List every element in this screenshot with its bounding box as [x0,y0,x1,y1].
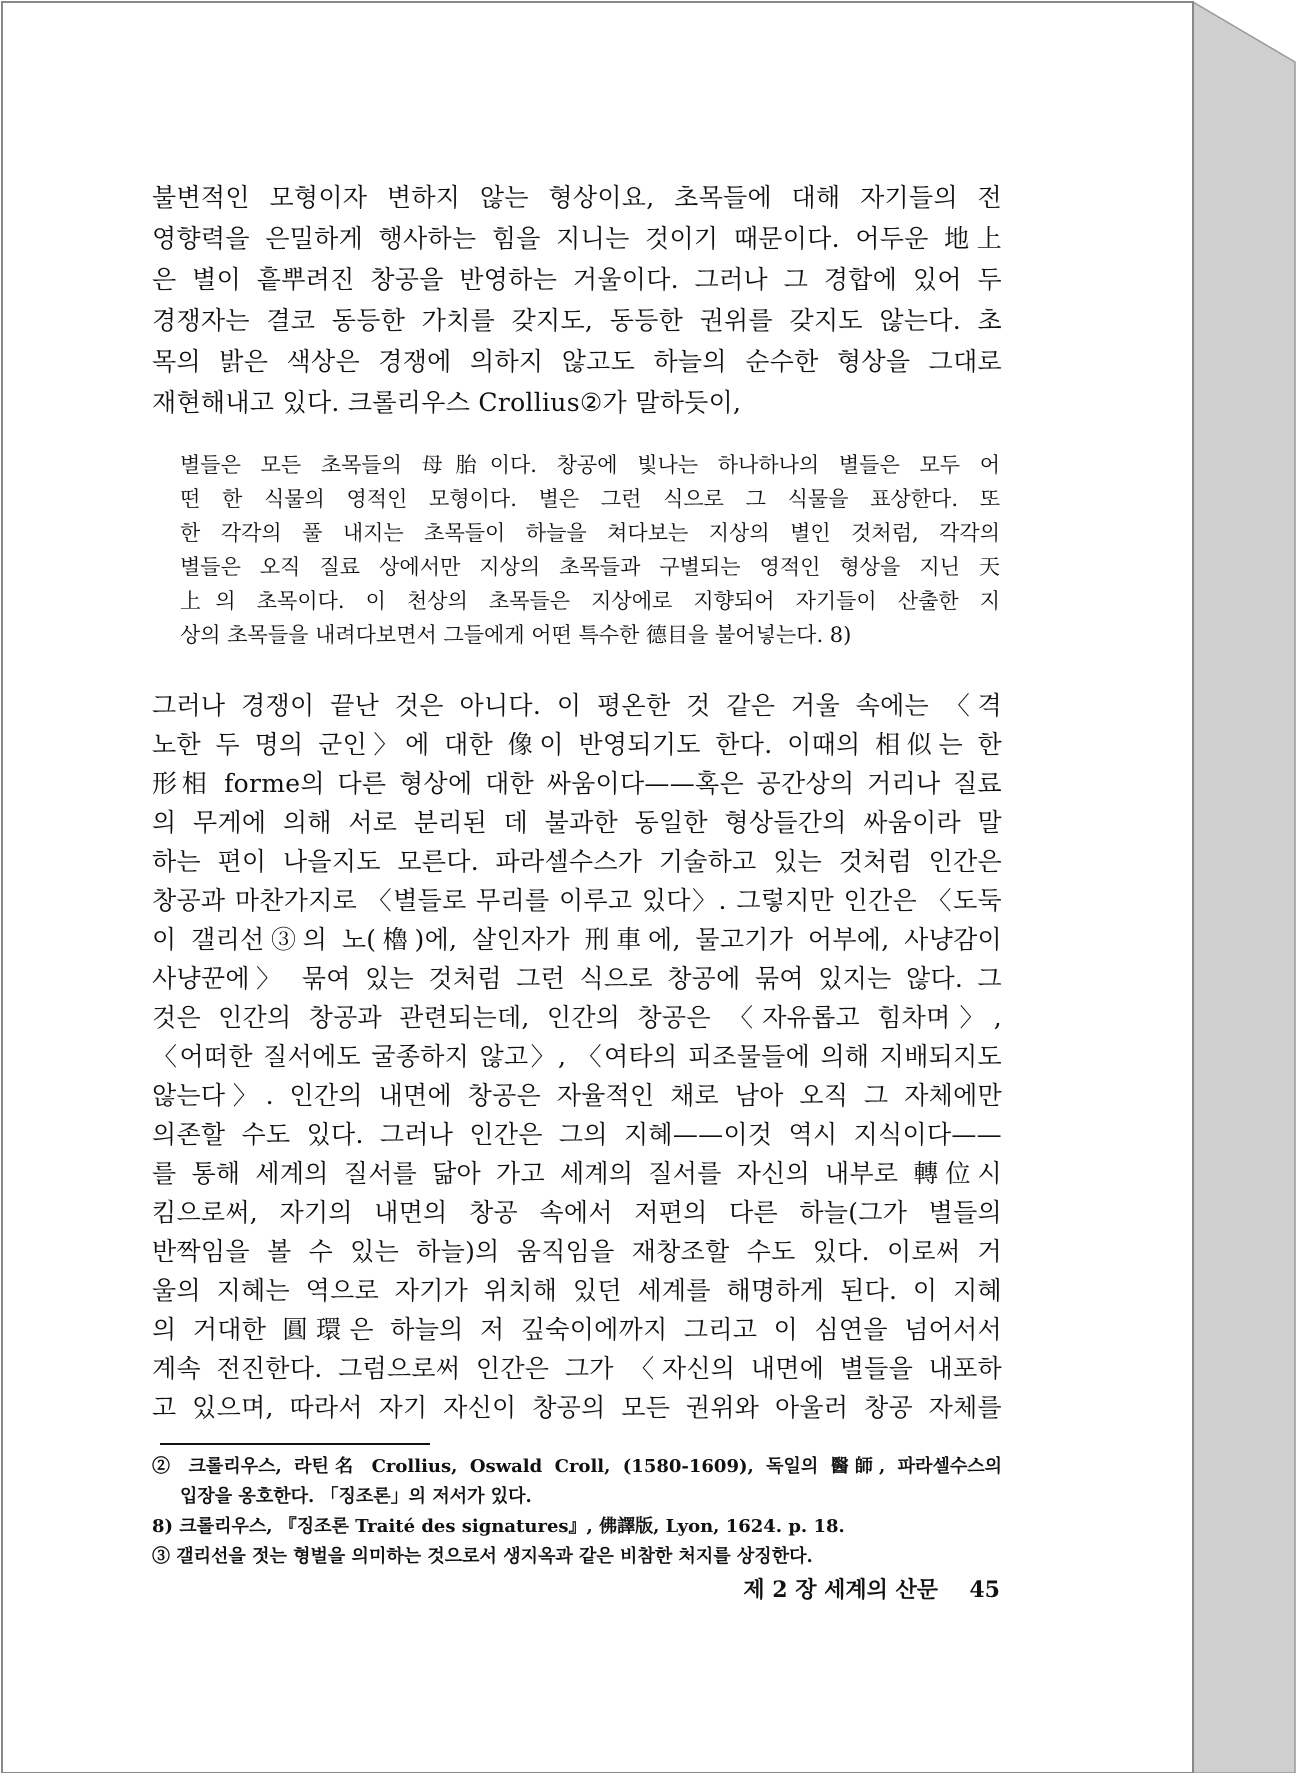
text-line: 그러나 경쟁이 끝난 것은 아니다. 이 평온한 것 같은 거울 속에는 〈격 [152,691,1002,720]
text-line: 반짝임을 볼 수 있는 하늘)의 움직임을 재창조할 수도 있다. 이로써 거 [152,1237,1002,1266]
quote-line: 별들은 모든 초목들의 母胎이다. 창공에 빛나는 하나하나의 별들은 모두 어 [180,453,1000,477]
footnote-line: ② 크롤리우스, 라틴名 Crollius, Oswald Croll, (1580-1609), 독일의 醫師, 파라셀수스의 [152,1456,1002,1477]
text-line: 사냥꾼에〉 묶여 있는 것처럼 그런 식으로 창공에 묶여 있지는 않다. 그 [152,964,1002,993]
text-line: 〈어떠한 질서에도 굴종하지 않고〉, 〈여타의 피조물들에 의해 지배되지도 [152,1042,1002,1071]
text-line: 를 통해 세계의 질서를 닮아 가고 세계의 질서를 자신의 내부로 轉位시 [152,1159,1002,1188]
text-line: 의 거대한 圓環은 하늘의 저 깊숙이에까지 그리고 이 심연을 넘어서서 [152,1315,1002,1344]
text-line: 재현해내고 있다. 크롤리우스 Crollius②가 말하듯이, [152,388,742,417]
quote-line: 별들은 오직 질료 상에서만 지상의 초목들과 구별되는 영적인 형상을 지닌 天 [180,555,1000,579]
text-line: 이 갤리선③의 노(櫓)에, 살인자가 刑車에, 물고기가 어부에, 사냥감이 [152,925,1002,954]
text-line: 불변적인 모형이자 변하지 않는 형상이요, 초목들에 대해 자기들의 전 [152,183,1002,212]
running-footer [700,1573,1000,1613]
text-line: 은 별이 흩뿌려진 창공을 반영하는 거울이다. 그러나 그 경합에 있어 두 [152,265,1002,294]
footnote-rule [160,1443,430,1445]
page-edge-right [1193,2,1295,1773]
footnote-line: ③ 갤리선을 젓는 형벌을 의미하는 것으로서 생지옥과 같은 비참한 처지를 상징한다. [152,1546,813,1567]
text-line: 영향력을 은밀하게 행사하는 힘을 지니는 것이기 때문이다. 어두운 地上 [152,224,1002,253]
text-line: 고 있으며, 따라서 자기 자신이 창공의 모든 권위와 아울러 창공 자체를 [152,1393,1002,1422]
page-number: 45 [969,1577,1000,1603]
text-line: 의존할 수도 있다. 그러나 인간은 그의 지혜——이것 역시 지식이다—— [152,1120,1002,1149]
text-line: 形相 forme의 다른 형상에 대한 싸움이다——혹은 공간상의 거리나 질료 [152,769,1002,798]
chapter-title: 제 2 장 세계의 산문 [743,1577,939,1603]
footnote-line: 입장을 옹호한다. 「징조론」의 저서가 있다. [180,1486,532,1507]
text-line: 노한 두 명의 군인〉에 대한 像이 반영되기도 한다. 이때의 相似는 한 [152,730,1002,759]
text-line: 경쟁자는 결코 동등한 가치를 갖지도, 동등한 권위를 갖지도 않는다. 초 [152,306,1002,335]
text-line: 창공과 마찬가지로 〈별들로 무리를 이루고 있다〉. 그렇지만 인간은 〈도둑 [152,886,1002,915]
quote-line: 한 각각의 풀 내지는 초목들이 하늘을 쳐다보는 지상의 별인 것처럼, 각각의 [180,521,1000,545]
text-line: 않는다〉. 인간의 내면에 창공은 자율적인 채로 남아 오직 그 자체에만 [152,1081,1002,1110]
text-line: 하는 편이 나을지도 모른다. 파라셀수스가 기술하고 있는 것처럼 인간은 [152,847,1002,876]
text-line: 것은 인간의 창공과 관련되는데, 인간의 창공은 〈자유롭고 힘차며〉, [152,1003,1002,1032]
text-line: 의 무게에 의해 서로 분리된 데 불과한 동일한 형상들간의 싸움이라 말 [152,808,1002,837]
text-line: 울의 지혜는 역으로 자기가 위치해 있던 세계를 해명하게 된다. 이 지혜 [152,1276,1002,1305]
footnote-line: 8) 크롤리우스, 『징조론 Traité des signatures』, 佛譯版, Lyon, 1624. p. 18. [152,1516,845,1537]
text-line: 킴으로써, 자기의 내면의 창공 속에서 저편의 다른 하늘(그가 별들의 [152,1198,1002,1227]
text-line: 목의 밝은 색상은 경쟁에 의하지 않고도 하늘의 순수한 형상을 그대로 [152,347,1002,376]
text-line: 계속 전진한다. 그럼으로써 인간은 그가 〈자신의 내면에 별들을 내포하 [152,1354,1002,1383]
quote-line: 上의 초목이다. 이 천상의 초목들은 지상에로 지향되어 자기들이 산출한 지 [180,589,1000,613]
quote-line: 떤 한 식물의 영적인 모형이다. 별은 그런 식으로 그 식물을 표상한다. 또 [180,487,1000,511]
quote-line: 상의 초목들을 내려다보면서 그들에게 어떤 특수한 德目을 불어넣는다. 8) [180,623,852,647]
